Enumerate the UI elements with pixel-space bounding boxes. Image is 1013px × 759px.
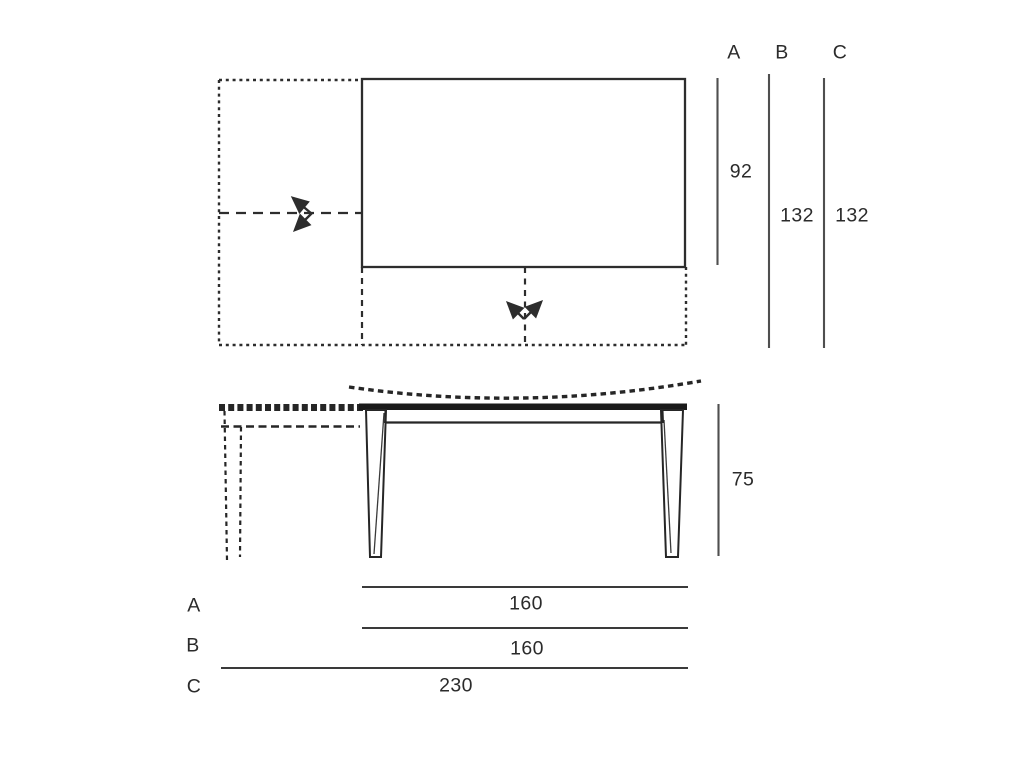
top-col-b-label: B: [775, 41, 789, 64]
right-leg: [661, 410, 683, 557]
bottom-row-b-label: B: [186, 634, 200, 657]
depth-c-value: 132: [835, 204, 869, 227]
bottom-row-c-label: C: [186, 675, 202, 698]
bottom-row-a-label: A: [187, 594, 201, 617]
depth-a-value: 92: [729, 160, 753, 183]
table-side-view: [219, 381, 719, 560]
length-c-value: 230: [439, 674, 473, 697]
left-leg: [366, 410, 386, 557]
table-top-view: [219, 79, 686, 345]
height-value: 75: [731, 468, 755, 491]
length-b-value: 160: [510, 637, 544, 660]
extension-leg-dashed: [225, 411, 242, 560]
tabletop-side-bar: [359, 404, 687, 411]
top-col-c-label: C: [832, 41, 848, 64]
top-col-a-label: A: [727, 41, 741, 64]
leaf-swing-arc-dashed: [349, 381, 701, 398]
closed-tabletop-rect: [362, 79, 685, 267]
length-dimension-lines: [221, 587, 688, 668]
length-a-value: 160: [509, 592, 543, 615]
depth-b-value: 132: [780, 204, 814, 227]
